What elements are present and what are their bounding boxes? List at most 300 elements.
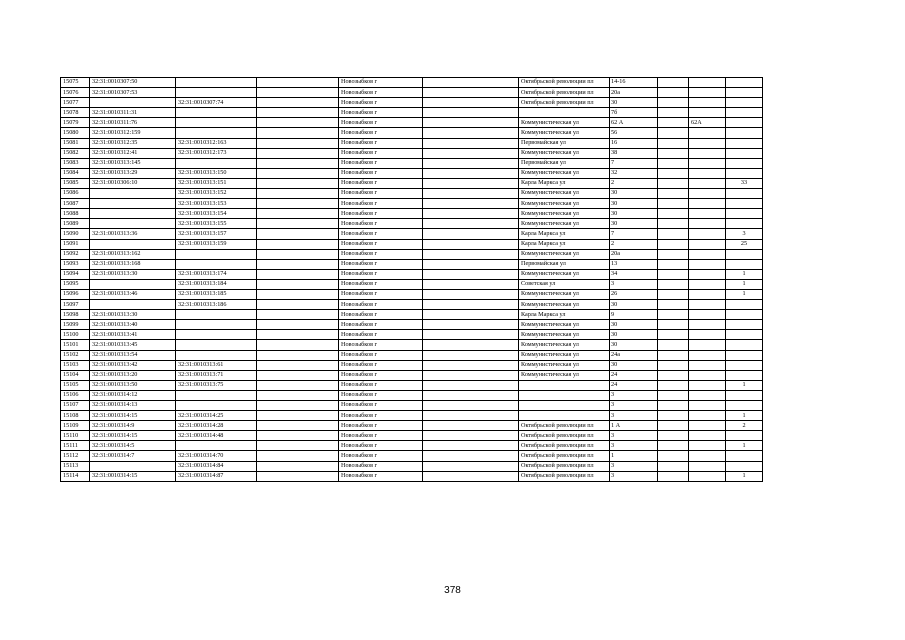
district-cell	[423, 219, 519, 229]
table-row	[61, 340, 763, 350]
settlement-cell: Новозыбков г	[339, 269, 423, 279]
object-cadastral-number-cell: 32:31:0010313:157	[176, 229, 257, 239]
object-cadastral-number-cell: 32:31:0010313:151	[176, 178, 257, 188]
extra-field-cell	[257, 249, 339, 259]
apartment-cell: 1	[726, 289, 763, 299]
extra-field-cell	[257, 401, 339, 411]
cadastral-number-cell	[90, 199, 176, 209]
cadastral-number-cell	[90, 189, 176, 199]
street-cell: Октябрьской революции пл	[519, 421, 610, 431]
table-row	[61, 279, 763, 289]
district-cell	[423, 88, 519, 98]
street-cell: Карла Маркса ул	[519, 229, 610, 239]
row-number-cell: 15090	[61, 229, 90, 239]
apartment-cell	[726, 330, 763, 340]
house-number-cell: 3	[610, 471, 658, 481]
street-cell: Коммунистическая ул	[519, 219, 610, 229]
row-number-cell: 15107	[61, 401, 90, 411]
apartment-cell	[726, 219, 763, 229]
building-cell	[658, 421, 689, 431]
apartment-cell	[726, 320, 763, 330]
cadastral-number-cell	[90, 239, 176, 249]
house-number-cell: 34	[610, 269, 658, 279]
apartment-cell: 1	[726, 471, 763, 481]
structure-cell	[689, 461, 726, 471]
object-cadastral-number-cell	[176, 118, 257, 128]
settlement-cell: Новозыбков г	[339, 380, 423, 390]
structure-cell	[689, 370, 726, 380]
cadastral-number-cell: 32:31:0010313:36	[90, 229, 176, 239]
street-cell: Октябрьской революции пл	[519, 441, 610, 451]
cadastral-number-cell: 32:31:0010313:30	[90, 269, 176, 279]
cadastral-number-cell: 32:31:0010313:46	[90, 289, 176, 299]
district-cell	[423, 138, 519, 148]
district-cell	[423, 370, 519, 380]
district-cell	[423, 189, 519, 199]
extra-field-cell	[257, 310, 339, 320]
settlement-cell: Новозыбков г	[339, 411, 423, 421]
object-cadastral-number-cell: 32:31:0010313:155	[176, 219, 257, 229]
settlement-cell: Новозыбков г	[339, 300, 423, 310]
structure-cell	[689, 300, 726, 310]
structure-cell	[689, 158, 726, 168]
row-number-cell: 15082	[61, 148, 90, 158]
extra-field-cell	[257, 108, 339, 118]
extra-field-cell	[257, 390, 339, 400]
house-number-cell: 7	[610, 158, 658, 168]
settlement-cell: Новозыбков г	[339, 431, 423, 441]
house-number-cell: 30	[610, 98, 658, 108]
row-number-cell: 15102	[61, 350, 90, 360]
row-number-cell: 15083	[61, 158, 90, 168]
building-cell	[658, 411, 689, 421]
extra-field-cell	[257, 189, 339, 199]
structure-cell	[689, 279, 726, 289]
structure-cell	[689, 98, 726, 108]
street-cell: Коммунистическая ул	[519, 128, 610, 138]
object-cadastral-number-cell	[176, 390, 257, 400]
structure-cell	[689, 289, 726, 299]
object-cadastral-number-cell	[176, 88, 257, 98]
extra-field-cell	[257, 219, 339, 229]
district-cell	[423, 350, 519, 360]
settlement-cell: Новозыбков г	[339, 118, 423, 128]
building-cell	[658, 78, 689, 88]
structure-cell	[689, 88, 726, 98]
street-cell: Октябрьской революции пл	[519, 461, 610, 471]
extra-field-cell	[257, 118, 339, 128]
apartment-cell: 25	[726, 239, 763, 249]
row-number-cell: 15109	[61, 421, 90, 431]
building-cell	[658, 199, 689, 209]
object-cadastral-number-cell: 32:31:0010313:152	[176, 189, 257, 199]
object-cadastral-number-cell	[176, 310, 257, 320]
street-cell: Коммунистическая ул	[519, 189, 610, 199]
apartment-cell	[726, 300, 763, 310]
cadastral-number-cell: 32:31:0010313:41	[90, 330, 176, 340]
table-row	[61, 158, 763, 168]
row-number-cell: 15088	[61, 209, 90, 219]
settlement-cell: Новозыбков г	[339, 451, 423, 461]
cadastral-number-cell	[90, 461, 176, 471]
district-cell	[423, 471, 519, 481]
object-cadastral-number-cell	[176, 128, 257, 138]
house-number-cell: 24а	[610, 350, 658, 360]
object-cadastral-number-cell: 32:31:0010313:174	[176, 269, 257, 279]
table-row	[61, 108, 763, 118]
district-cell	[423, 401, 519, 411]
building-cell	[658, 98, 689, 108]
structure-cell	[689, 148, 726, 158]
settlement-cell: Новозыбков г	[339, 340, 423, 350]
cadastral-number-cell: 32:31:0010311:76	[90, 118, 176, 128]
street-cell: Коммунистическая ул	[519, 199, 610, 209]
street-cell: Коммунистическая ул	[519, 370, 610, 380]
object-cadastral-number-cell: 32:31:0010313:71	[176, 370, 257, 380]
structure-cell	[689, 330, 726, 340]
house-number-cell: 2	[610, 178, 658, 188]
structure-cell	[689, 269, 726, 279]
cadastral-number-cell: 32:31:0010312:41	[90, 148, 176, 158]
table-row	[61, 461, 763, 471]
table-row	[61, 390, 763, 400]
street-cell: Октябрьской революции пл	[519, 431, 610, 441]
object-cadastral-number-cell: 32:31:0010313:184	[176, 279, 257, 289]
settlement-cell: Новозыбков г	[339, 239, 423, 249]
table-row	[61, 320, 763, 330]
settlement-cell: Новозыбков г	[339, 390, 423, 400]
table-row	[61, 300, 763, 310]
structure-cell	[689, 239, 726, 249]
settlement-cell: Новозыбков г	[339, 168, 423, 178]
street-cell: Первомайская ул	[519, 138, 610, 148]
extra-field-cell	[257, 441, 339, 451]
house-number-cell: 7б	[610, 108, 658, 118]
table-row	[61, 219, 763, 229]
settlement-cell: Новозыбков г	[339, 108, 423, 118]
district-cell	[423, 289, 519, 299]
street-cell: Коммунистическая ул	[519, 148, 610, 158]
cadastral-number-cell: 32:31:0010313:29	[90, 168, 176, 178]
object-cadastral-number-cell	[176, 320, 257, 330]
cadastral-number-cell: 32:31:0010313:42	[90, 360, 176, 370]
house-number-cell: 3	[610, 431, 658, 441]
cadastral-number-cell: 32:31:0010313:20	[90, 370, 176, 380]
house-number-cell: 30	[610, 330, 658, 340]
building-cell	[658, 401, 689, 411]
extra-field-cell	[257, 178, 339, 188]
object-cadastral-number-cell	[176, 78, 257, 88]
object-cadastral-number-cell: 32:31:0010314:25	[176, 411, 257, 421]
structure-cell	[689, 320, 726, 330]
building-cell	[658, 168, 689, 178]
apartment-cell: 1	[726, 441, 763, 451]
page-number: 378	[444, 585, 461, 596]
row-number-cell: 15089	[61, 219, 90, 229]
apartment-cell	[726, 118, 763, 128]
settlement-cell: Новозыбков г	[339, 209, 423, 219]
table-row	[61, 431, 763, 441]
building-cell	[658, 239, 689, 249]
table-row	[61, 411, 763, 421]
table-row	[61, 360, 763, 370]
district-cell	[423, 320, 519, 330]
apartment-cell: 33	[726, 178, 763, 188]
row-number-cell: 15093	[61, 259, 90, 269]
settlement-cell: Новозыбков г	[339, 78, 423, 88]
table-row	[61, 178, 763, 188]
district-cell	[423, 300, 519, 310]
row-number-cell: 15100	[61, 330, 90, 340]
cadastral-number-cell: 32:31:0010313:162	[90, 249, 176, 259]
street-cell: Первомайская ул	[519, 158, 610, 168]
structure-cell	[689, 340, 726, 350]
row-number-cell: 15077	[61, 98, 90, 108]
apartment-cell	[726, 401, 763, 411]
apartment-cell	[726, 88, 763, 98]
house-number-cell: 20а	[610, 88, 658, 98]
cadastral-number-cell: 32:31:0010314:15	[90, 411, 176, 421]
table-row	[61, 259, 763, 269]
structure-cell	[689, 78, 726, 88]
object-cadastral-number-cell: 32:31:0010313:150	[176, 168, 257, 178]
extra-field-cell	[257, 289, 339, 299]
table-row	[61, 249, 763, 259]
structure-cell	[689, 390, 726, 400]
district-cell	[423, 411, 519, 421]
building-cell	[658, 128, 689, 138]
apartment-cell	[726, 431, 763, 441]
street-cell	[519, 380, 610, 390]
extra-field-cell	[257, 411, 339, 421]
house-number-cell: 13	[610, 259, 658, 269]
district-cell	[423, 229, 519, 239]
table-row	[61, 199, 763, 209]
structure-cell	[689, 219, 726, 229]
street-cell: Коммунистическая ул	[519, 300, 610, 310]
building-cell	[658, 370, 689, 380]
object-cadastral-number-cell: 32:31:0010313:159	[176, 239, 257, 249]
structure-cell	[689, 128, 726, 138]
apartment-cell	[726, 209, 763, 219]
row-number-cell: 15096	[61, 289, 90, 299]
settlement-cell: Новозыбков г	[339, 289, 423, 299]
registry-table	[60, 77, 763, 482]
district-cell	[423, 168, 519, 178]
extra-field-cell	[257, 320, 339, 330]
cadastral-number-cell: 32:31:0010313:45	[90, 340, 176, 350]
table-row	[61, 118, 763, 128]
row-number-cell: 15110	[61, 431, 90, 441]
row-number-cell: 15086	[61, 189, 90, 199]
cadastral-number-cell: 32:31:0010311:31	[90, 108, 176, 118]
object-cadastral-number-cell: 32:31:0010313:61	[176, 360, 257, 370]
district-cell	[423, 279, 519, 289]
house-number-cell: 3	[610, 461, 658, 471]
row-number-cell: 15111	[61, 441, 90, 451]
object-cadastral-number-cell	[176, 330, 257, 340]
cadastral-number-cell	[90, 98, 176, 108]
settlement-cell: Новозыбков г	[339, 219, 423, 229]
extra-field-cell	[257, 158, 339, 168]
settlement-cell: Новозыбков г	[339, 128, 423, 138]
street-cell: Коммунистическая ул	[519, 360, 610, 370]
district-cell	[423, 128, 519, 138]
district-cell	[423, 148, 519, 158]
district-cell	[423, 451, 519, 461]
building-cell	[658, 441, 689, 451]
house-number-cell: 56	[610, 128, 658, 138]
row-number-cell: 15094	[61, 269, 90, 279]
house-number-cell: 9	[610, 310, 658, 320]
cadastral-number-cell: 32:31:0010313:168	[90, 259, 176, 269]
structure-cell	[689, 360, 726, 370]
street-cell: Советская ул	[519, 279, 610, 289]
object-cadastral-number-cell	[176, 401, 257, 411]
extra-field-cell	[257, 421, 339, 431]
apartment-cell: 1	[726, 411, 763, 421]
table-row	[61, 350, 763, 360]
district-cell	[423, 178, 519, 188]
street-cell	[519, 411, 610, 421]
house-number-cell: 3	[610, 390, 658, 400]
district-cell	[423, 78, 519, 88]
street-cell: Октябрьской революции пл	[519, 78, 610, 88]
apartment-cell	[726, 148, 763, 158]
building-cell	[658, 219, 689, 229]
apartment-cell	[726, 199, 763, 209]
house-number-cell: 26	[610, 289, 658, 299]
settlement-cell: Новозыбков г	[339, 229, 423, 239]
settlement-cell: Новозыбков г	[339, 199, 423, 209]
building-cell	[658, 380, 689, 390]
extra-field-cell	[257, 330, 339, 340]
street-cell: Коммунистическая ул	[519, 320, 610, 330]
house-number-cell: 30	[610, 199, 658, 209]
street-cell: Коммунистическая ул	[519, 289, 610, 299]
extra-field-cell	[257, 78, 339, 88]
building-cell	[658, 259, 689, 269]
extra-field-cell	[257, 461, 339, 471]
row-number-cell: 15098	[61, 310, 90, 320]
district-cell	[423, 209, 519, 219]
row-number-cell: 15112	[61, 451, 90, 461]
structure-cell	[689, 471, 726, 481]
building-cell	[658, 289, 689, 299]
cadastral-number-cell: 32:31:0010313:54	[90, 350, 176, 360]
street-cell: Октябрьской революции пл	[519, 471, 610, 481]
object-cadastral-number-cell: 32:31:0010314:84	[176, 461, 257, 471]
structure-cell	[689, 178, 726, 188]
district-cell	[423, 118, 519, 128]
row-number-cell: 15099	[61, 320, 90, 330]
settlement-cell: Новозыбков г	[339, 441, 423, 451]
extra-field-cell	[257, 300, 339, 310]
extra-field-cell	[257, 229, 339, 239]
table-row	[61, 421, 763, 431]
house-number-cell: 30	[610, 360, 658, 370]
house-number-cell: 30	[610, 340, 658, 350]
district-cell	[423, 441, 519, 451]
object-cadastral-number-cell	[176, 249, 257, 259]
object-cadastral-number-cell: 32:31:0010307:74	[176, 98, 257, 108]
extra-field-cell	[257, 279, 339, 289]
cadastral-number-cell: 32:31:0010313:30	[90, 310, 176, 320]
object-cadastral-number-cell	[176, 350, 257, 360]
street-cell: Коммунистическая ул	[519, 168, 610, 178]
settlement-cell: Новозыбков г	[339, 259, 423, 269]
house-number-cell: 1	[610, 451, 658, 461]
apartment-cell: 1	[726, 269, 763, 279]
settlement-cell: Новозыбков г	[339, 401, 423, 411]
apartment-cell	[726, 360, 763, 370]
district-cell	[423, 310, 519, 320]
extra-field-cell	[257, 360, 339, 370]
district-cell	[423, 158, 519, 168]
building-cell	[658, 350, 689, 360]
house-number-cell: 3	[610, 441, 658, 451]
structure-cell	[689, 108, 726, 118]
table-row	[61, 209, 763, 219]
building-cell	[658, 310, 689, 320]
district-cell	[423, 360, 519, 370]
table-row	[61, 310, 763, 320]
structure-cell	[689, 350, 726, 360]
object-cadastral-number-cell: 32:31:0010313:153	[176, 199, 257, 209]
row-number-cell: 15076	[61, 88, 90, 98]
building-cell	[658, 189, 689, 199]
cadastral-number-cell	[90, 279, 176, 289]
structure-cell	[689, 229, 726, 239]
extra-field-cell	[257, 98, 339, 108]
cadastral-number-cell: 32:31:0010314:13	[90, 401, 176, 411]
apartment-cell: 2	[726, 421, 763, 431]
cadastral-number-cell: 32:31:0010306:10	[90, 178, 176, 188]
apartment-cell	[726, 189, 763, 199]
building-cell	[658, 330, 689, 340]
street-cell: Карла Маркса ул	[519, 239, 610, 249]
cadastral-number-cell	[90, 219, 176, 229]
house-number-cell: 3	[610, 279, 658, 289]
building-cell	[658, 320, 689, 330]
cadastral-number-cell: 32:31:0010314:9	[90, 421, 176, 431]
settlement-cell: Новозыбков г	[339, 471, 423, 481]
cadastral-number-cell: 32:31:0010313:145	[90, 158, 176, 168]
structure-cell	[689, 249, 726, 259]
settlement-cell: Новозыбков г	[339, 461, 423, 471]
extra-field-cell	[257, 138, 339, 148]
structure-cell	[689, 411, 726, 421]
district-cell	[423, 259, 519, 269]
table-row	[61, 269, 763, 279]
extra-field-cell	[257, 471, 339, 481]
row-number-cell: 15087	[61, 199, 90, 209]
cadastral-number-cell: 32:31:0010314:5	[90, 441, 176, 451]
house-number-cell: 30	[610, 219, 658, 229]
row-number-cell: 15092	[61, 249, 90, 259]
structure-cell	[689, 451, 726, 461]
building-cell	[658, 138, 689, 148]
table-row	[61, 138, 763, 148]
street-cell: Коммунистическая ул	[519, 249, 610, 259]
street-cell	[519, 401, 610, 411]
table-row	[61, 229, 763, 239]
district-cell	[423, 461, 519, 471]
house-number-cell: 20а	[610, 249, 658, 259]
building-cell	[658, 178, 689, 188]
building-cell	[658, 390, 689, 400]
settlement-cell: Новозыбков г	[339, 421, 423, 431]
